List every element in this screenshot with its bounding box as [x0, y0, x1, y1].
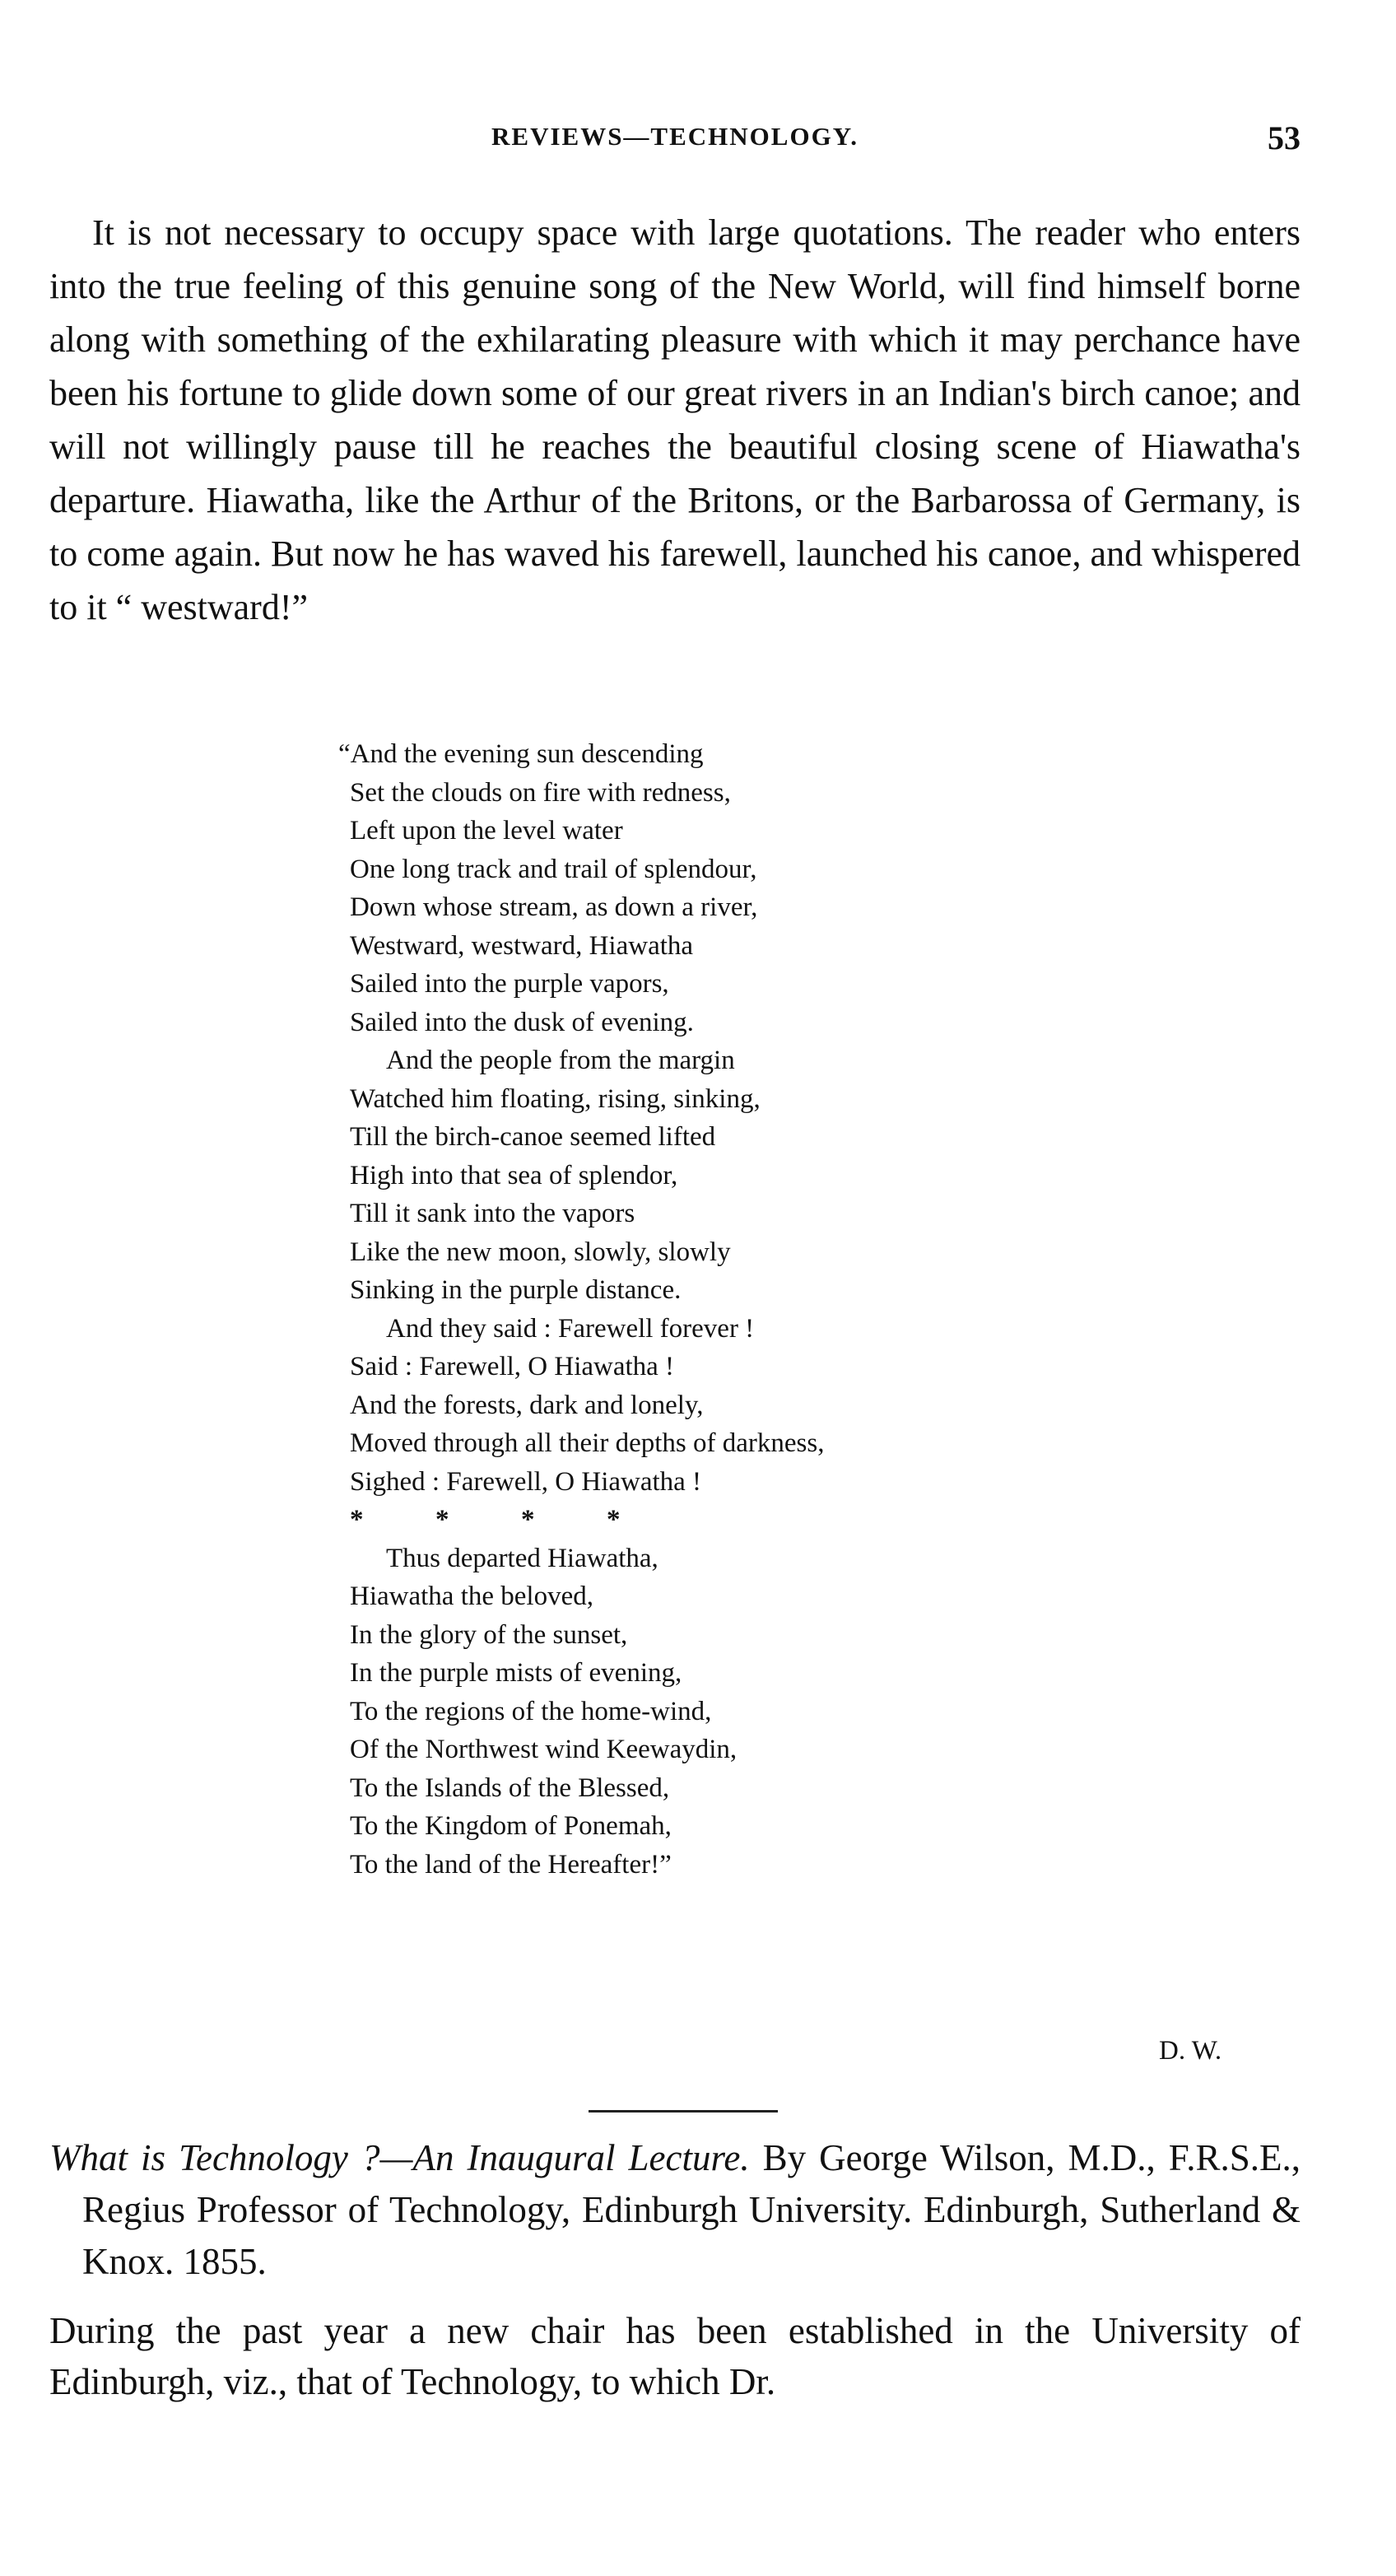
poem-line: Sailed into the purple vapors, — [350, 969, 669, 999]
hiawatha-quotation — [338, 735, 1025, 1884]
poem-line: High into that sea of splendor, — [350, 1160, 678, 1190]
poem-line: In the glory of the sunset, — [350, 1619, 628, 1650]
poem-line: Moved through all their depths of darkness, — [350, 1428, 825, 1458]
poem-line: Down whose stream, as down a river, — [350, 892, 758, 922]
poem-line: Westward, westward, Hiawatha — [350, 930, 694, 961]
book-citation — [49, 2132, 1301, 2288]
asterisk: * — [521, 1505, 535, 1535]
poem-line: To the land of the Hereafter!” — [350, 1849, 672, 1880]
poem-line: And the people from the margin — [386, 1046, 735, 1075]
poem-line: Till the birch-canoe seemed lifted — [350, 1122, 716, 1152]
section-divider — [589, 2110, 778, 2113]
poem-line: Sinking in the purple distance. — [350, 1275, 682, 1305]
poem-line: Hiawatha the beloved, — [350, 1581, 593, 1611]
poem-line: And the forests, dark and lonely, — [350, 1390, 704, 1420]
asterisk: * — [350, 1505, 364, 1535]
technology-review-paragraph: During the past year a new chair has been established in the University of Edinburgh, viz., that of Technology, to which Dr. — [49, 2310, 1301, 2402]
asterisk: * — [607, 1505, 621, 1535]
poem-line: Thus departed Hiawatha, — [386, 1543, 658, 1573]
poem-line: In the purple mists of evening, — [350, 1658, 682, 1688]
poem-line: Sighed : Farewell, O Hiawatha ! — [350, 1466, 702, 1497]
running-title: REVIEWS—TECHNOLOGY. — [491, 122, 859, 151]
book-citation-details: By George Wilson, M.D., F.R.S.E., Regius Professor of Technology, Edinburgh University. Edinburgh, Sutherland & Knox. 1855. — [82, 2137, 1301, 2282]
poem-line: Sailed into the dusk of evening. — [350, 1007, 694, 1037]
poem-line: One long track and trail of splendour, — [350, 854, 757, 884]
poem-line: To the regions of the home-wind, — [350, 1696, 712, 1726]
poem-line: To the Islands of the Blessed, — [350, 1772, 670, 1803]
poem-line: To the Kingdom of Ponemah, — [350, 1811, 672, 1841]
poem-line: Till it sank into the vapors — [350, 1199, 635, 1228]
running-head — [49, 119, 1301, 171]
asterisk: * — [435, 1505, 449, 1535]
review-paragraph: It is not necessary to occupy space with large quotations. The reader who enters into the true feeling of this genuine song of the New World, will find himself borne along with something of the exhilarating pleasure with which it may perchance have been his fortune to glide down some of our great rivers in an Indian's birch canoe; and will not willingly pause till he reaches the beautiful closing scene of Hiawatha's departure. Hiawatha, like the Arthur of the Britons, or the Barbarossa of Germany, is to come again. But now he has waved his farewell, launched his canoe, and whispered to it “ westward!” — [49, 212, 1301, 627]
book-title: What is Technology ?—An Inaugural Lecture. — [49, 2137, 750, 2178]
poem-line: Of the Northwest wind Keewaydin, — [350, 1735, 738, 1764]
poem-line: “And the evening sun descending — [338, 739, 704, 769]
poem-line: Watched him floating, rising, sinking, — [350, 1083, 761, 1114]
review-signature: D. W. — [1159, 2036, 1222, 2066]
poem-line: Like the new moon, slowly, slowly — [350, 1237, 731, 1267]
poem-line: Set the clouds on fire with redness, — [350, 777, 731, 808]
poem-line: Said : Farewell, O Hiawatha ! — [350, 1352, 675, 1381]
poem-line: Left upon the level water — [350, 816, 623, 845]
section-break-asterisks — [350, 1501, 1025, 1540]
page-number: 53 — [1268, 119, 1301, 156]
poem-line: And they said : Farewell forever ! — [386, 1313, 755, 1344]
